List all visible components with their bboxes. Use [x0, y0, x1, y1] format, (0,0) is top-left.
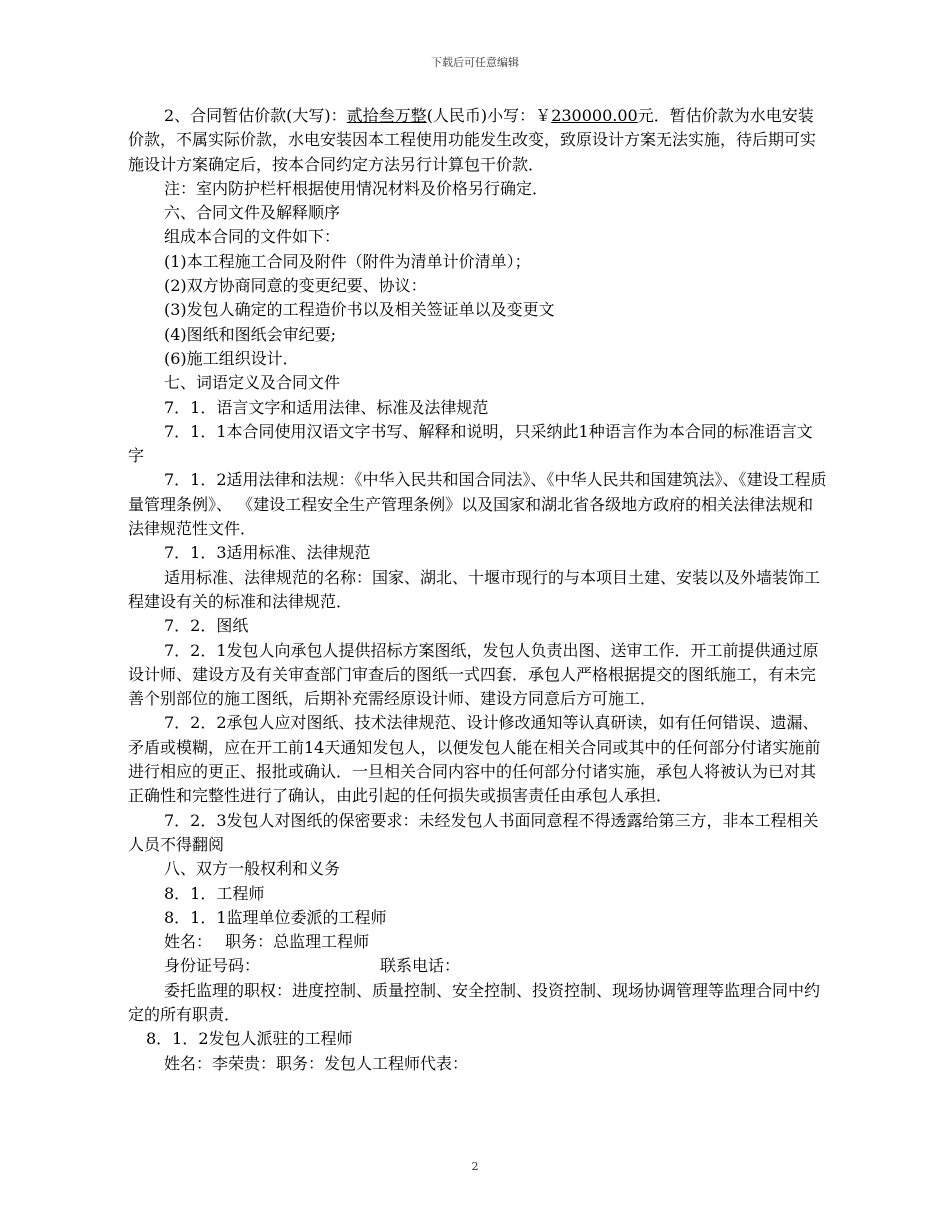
text-run: 7．1．3适用标准、法律规范 [164, 543, 371, 563]
paragraph [128, 614, 828, 638]
page-header: 下载后可任意编辑 [431, 56, 519, 69]
text-run: 7．2．2承包人应对图纸、技术法律规范、设计修改通知等认真研读，如有任何错误、遗漏、矛盾或模糊，应在开工前14天通知发包人，以便发包人能在相关合同或其中的任何部分付诸实施前进行相应的更正、报批或确认．一旦相关合同内容中的任何部分付诸实施，承包人将被认为已对其正确性和完整性进行了确认，由此引起的任何损失或损害责任由承包人承担． [128, 713, 821, 806]
paragraph [128, 1052, 828, 1076]
paragraph [128, 420, 828, 469]
paragraph [128, 906, 828, 930]
text-run: 委托监理的职权：进度控制、质量控制、安全控制、投资控制、现场协调管理等监理合同中约定的所有职责． [128, 980, 821, 1024]
document-body [128, 104, 828, 1076]
text-run: 八、双方一般权利和义务 [164, 859, 341, 879]
paragraph [128, 177, 828, 201]
paragraph [128, 396, 828, 420]
underlined-text: 230000.00 [551, 106, 638, 125]
text-run: (6)施工组织设计． [164, 348, 299, 368]
text-run: 七、词语定义及合同文件 [164, 373, 341, 393]
text-run: 8．1．2发包人派驻的工程师 [146, 1029, 353, 1049]
paragraph [128, 201, 828, 225]
paragraph [128, 323, 828, 347]
text-run: 适用标准、法律规范的名称：国家、湖北、十堰市现行的与本项目土建、安装以及外墙装饰工程建设有关的标准和法律规范． [128, 567, 821, 611]
text-run: 7．2．3发包人对图纸的保密要求：未经发包人书面同意程不得透露给第三方，非本工程相关人员不得翻阅 [128, 810, 819, 854]
text-run: (3)发包人确定的工程造价书以及相关签证单以及变更文 [164, 300, 555, 320]
text-run: (2)双方协商同意的变更纪要、协议： [164, 276, 427, 296]
text-run: 8．1．1监理单位委派的工程师 [164, 907, 387, 927]
text-run: 7．1．1本合同使用汉语文字书写、解释和说明，只采纳此1种语言作为本合同的标准语言文字 [128, 421, 813, 466]
text-run: 六、合同文件及解释顺序 [164, 203, 341, 223]
paragraph [128, 809, 828, 858]
text-run: 身份证号码： 联系电话： [164, 956, 461, 976]
paragraph [128, 250, 828, 274]
paragraph [128, 468, 828, 541]
text-run: 元．暂估价款为水电安装价款，不属实际价款，水电安装因本工程使用功能发生改变，致原设计方案无法实施，待后期可实施设计方案确定后，按本合同约定方法另行计算包干价款． [128, 106, 817, 174]
text-run: 7．2．图纸 [164, 616, 249, 636]
paragraph [128, 566, 828, 615]
paragraph [128, 274, 828, 298]
paragraph [128, 541, 828, 565]
text-run: 姓名： 职务：总监理工程师 [164, 932, 370, 952]
underlined-text: 贰拾叁万整 [346, 106, 427, 125]
text-run: 姓名：李荣贵：职务：发包人工程师代表： [164, 1053, 469, 1073]
page-number: 2 [471, 1160, 479, 1173]
text-run: 7．1．语言文字和适用法律、标准及法律规范 [164, 397, 489, 417]
paragraph [128, 298, 828, 322]
paragraph [128, 225, 828, 249]
text-run: (4)图纸和图纸会审纪要; [164, 324, 337, 344]
paragraph [128, 639, 828, 712]
text-run: (1)本工程施工合同及附件（附件为清单计价清单）； [164, 251, 531, 271]
paragraph [128, 104, 828, 177]
text-run: 组成本合同的文件如下： [164, 227, 341, 247]
paragraph [128, 371, 828, 395]
text-run: 7．2．1发包人向承包人提供招标方案图纸，发包人负责出图、送审工作．开工前提供通过原设计师、建设方及有关审查部门审查后的图纸一式四套．承包人严格根据提交的图纸施工，有未完善个别部位的施工图纸，后期补充需经原设计师、建设方同意后方可施工． [128, 640, 819, 709]
text-run: 7．1．2适用法律和法规：《中华入民共和国合同法》、《中华人民共和国建筑法》、《建设工程质量管理条例》、 《建设工程安全生产管理条例》以及国家和湖北省各级地方政府的相关法律法规和法律规范性文件． [128, 470, 827, 539]
paragraph [128, 347, 828, 371]
paragraph [128, 857, 828, 881]
paragraph [128, 930, 828, 954]
paragraph [128, 954, 828, 978]
text-run: 注：室内防护栏杆根据使用情况材料及价格另行确定． [164, 178, 549, 198]
text-run: 8．1．工程师 [164, 883, 265, 903]
paragraph [128, 1027, 828, 1051]
paragraph [128, 979, 828, 1028]
text-run: (人民币)小写：￥ [426, 106, 552, 125]
paragraph [128, 882, 828, 906]
text-run: 2、合同暂估价款(大写)： [164, 106, 347, 125]
paragraph [128, 711, 828, 808]
